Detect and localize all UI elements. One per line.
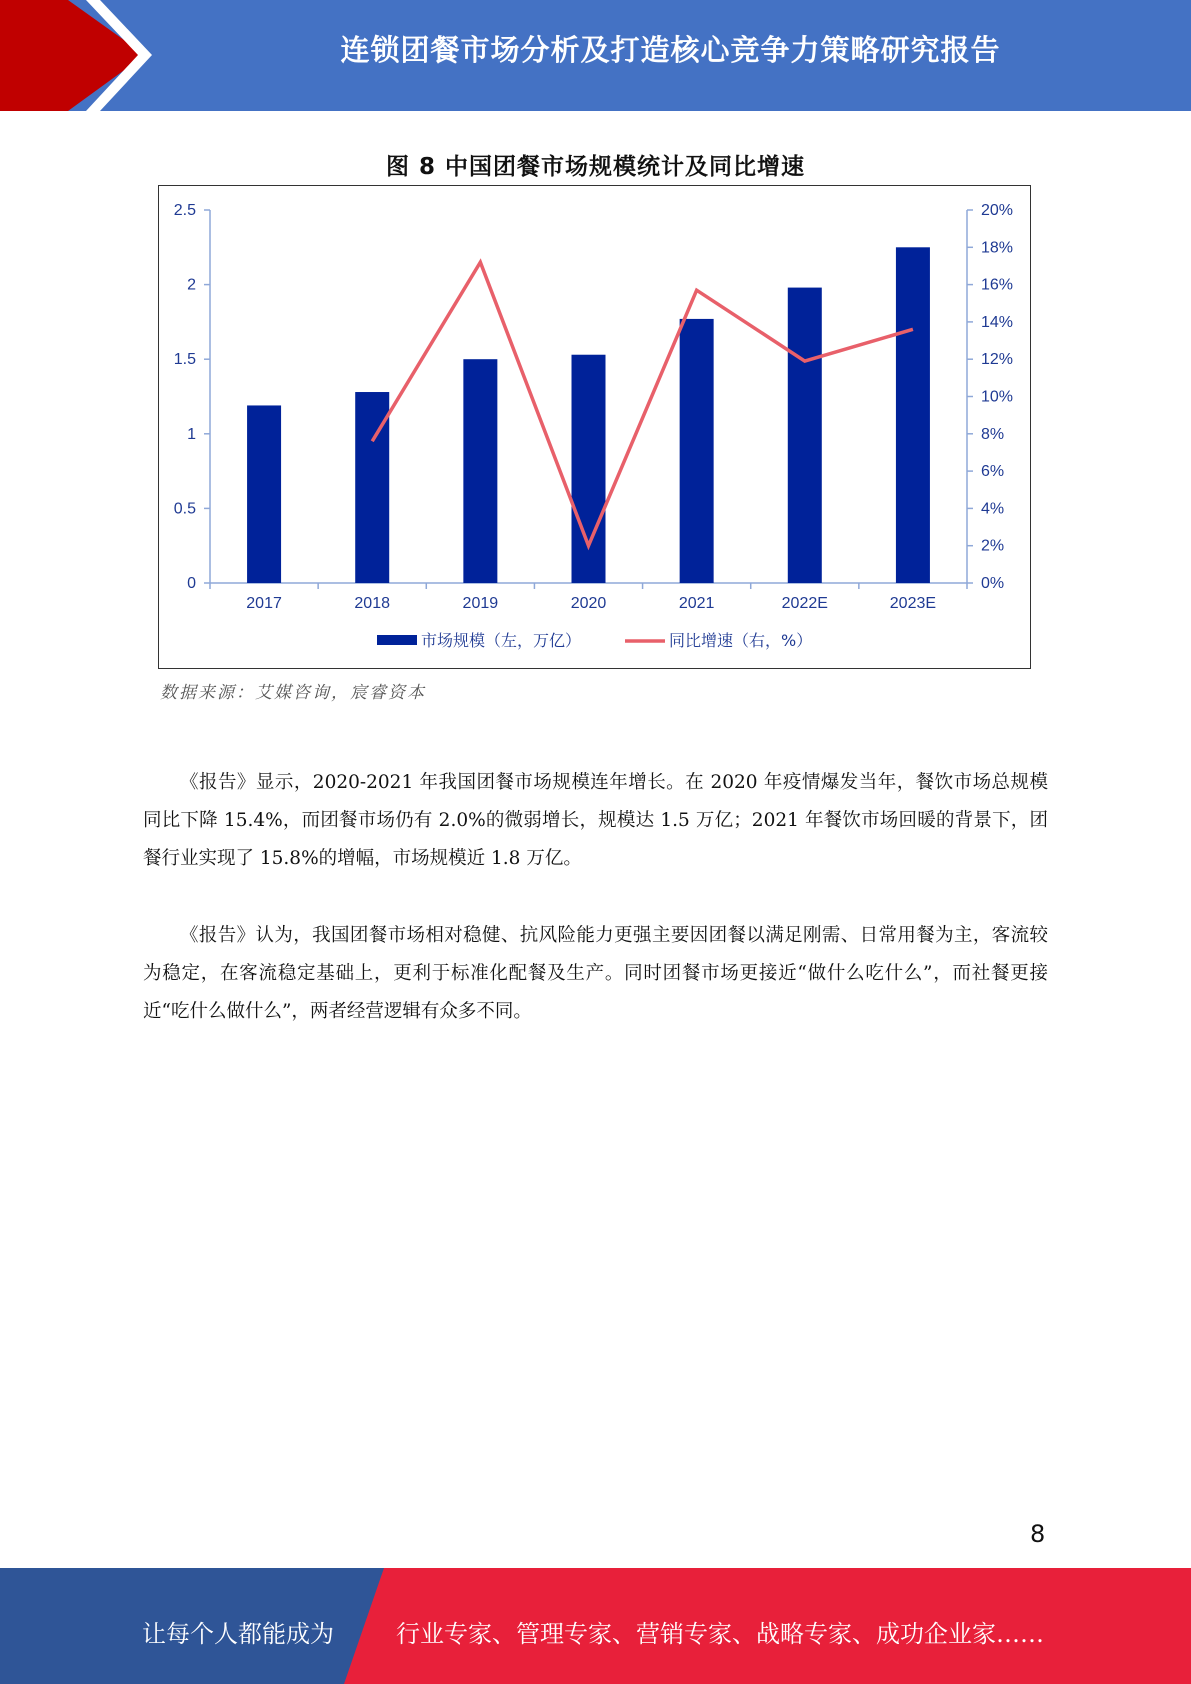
header-banner	[0, 0, 1191, 111]
right-tick-label: 8%	[981, 425, 1005, 443]
x-tick-label: 2018	[354, 595, 391, 612]
chart-frame	[158, 185, 1031, 669]
figure-source: 数据来源：艾媒咨询，宸睿资本	[160, 683, 426, 703]
left-tick-label: 1	[187, 425, 196, 443]
left-tick-label: 0.5	[173, 500, 196, 518]
figure-title: 图 8 中国团餐市场规模统计及同比增速	[385, 154, 806, 180]
right-tick-label: 16%	[981, 276, 1014, 294]
right-tick-label: 2%	[981, 537, 1005, 555]
legend-label-bar: 市场规模（左，万亿）	[421, 631, 582, 650]
footer-slogan-left: 让每个人都能成为	[142, 1620, 334, 1648]
bar-market-size	[247, 405, 281, 583]
right-tick-label: 12%	[981, 351, 1014, 369]
x-tick-label: 2019	[462, 595, 499, 612]
right-tick-label: 0%	[981, 575, 1005, 592]
bar-market-size	[896, 247, 930, 583]
x-tick-label: 2021	[678, 595, 715, 612]
left-tick-label: 0	[187, 575, 196, 592]
market-size-chart	[159, 186, 1032, 670]
x-tick-label: 2022E	[781, 595, 828, 612]
header-arrow-decoration	[0, 0, 160, 111]
paragraph-2: 《报告》认为，我国团餐市场相对稳健、抗风险能力更强主要因团餐以满足刚需、日常用餐为主，客流较为稳定，在客流稳定基础上，更利于标准化配餐及生产。同时团餐市场更接近“做什么吃什么”，而社餐更接近“吃什么做什么”，两者经营逻辑有众多不同。	[143, 925, 1048, 1022]
legend-swatch-bar	[377, 635, 417, 645]
right-tick-label: 14%	[981, 313, 1014, 331]
page-number: 8	[1030, 1520, 1046, 1548]
footer-slogan-right: 行业专家、管理专家、营销专家、战略专家、成功企业家……	[396, 1620, 1044, 1648]
bar-market-size	[788, 288, 822, 583]
right-tick-label: 6%	[981, 463, 1005, 481]
left-tick-label: 2.5	[173, 202, 196, 219]
right-tick-label: 20%	[981, 202, 1014, 219]
x-tick-label: 2023E	[889, 595, 937, 612]
legend-label-line: 同比增速（右，%）	[669, 631, 813, 650]
left-tick-label: 1.5	[173, 351, 196, 369]
right-tick-label: 10%	[981, 388, 1014, 406]
right-tick-label: 4%	[981, 500, 1005, 518]
left-tick-label: 2	[187, 276, 196, 294]
bar-market-size	[680, 319, 714, 583]
report-title: 连锁团餐市场分析及打造核心竞争力策略研究报告	[340, 33, 1001, 67]
x-tick-label: 2020	[570, 595, 607, 612]
x-tick-label: 2017	[246, 595, 282, 612]
line-yoy-growth	[372, 262, 913, 545]
footer-banner	[0, 1568, 1191, 1684]
right-tick-label: 18%	[981, 239, 1014, 257]
bar-market-size	[463, 359, 497, 583]
paragraph-1: 《报告》显示，2020-2021 年我国团餐市场规模连年增长。在 2020 年疫情爆发当年，餐饮市场总规模同比下降 15.4%，而团餐市场仍有 2.0%的微弱增长，规模达 1.5 万亿；2021 年餐饮市场回暖的背景下，团餐行业实现了 15.8%的增幅，市场规模近 1.8 万亿。	[143, 772, 1048, 869]
